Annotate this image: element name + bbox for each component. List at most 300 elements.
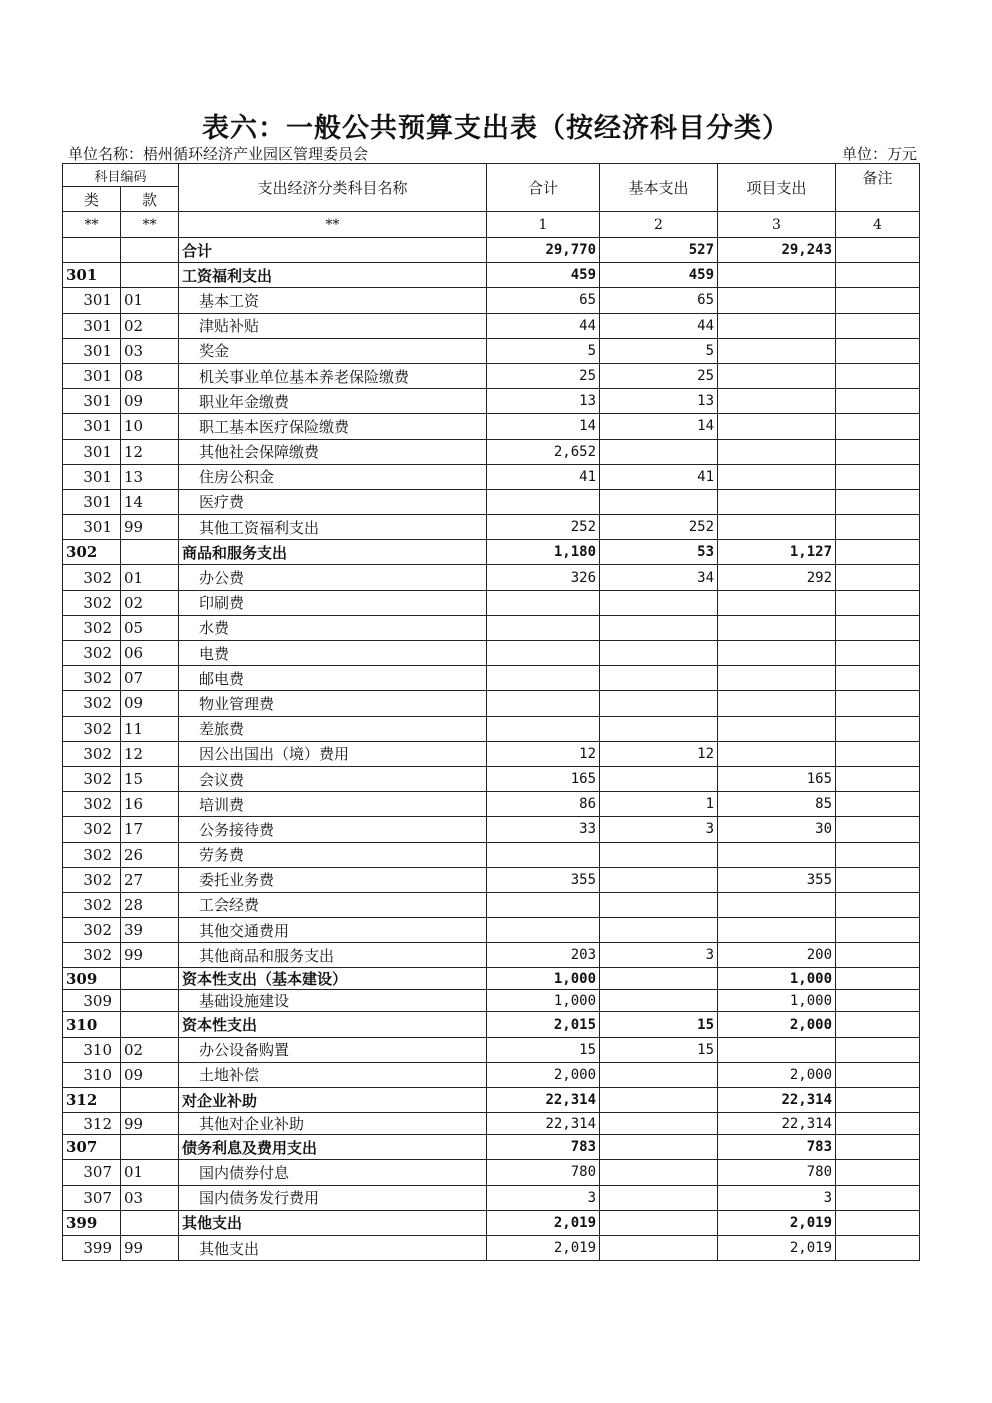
basic-cell: 5 bbox=[600, 338, 718, 363]
budget-table bbox=[62, 163, 920, 1261]
total-cell: 1,000 bbox=[487, 990, 600, 1012]
table-row bbox=[63, 238, 920, 263]
table-row bbox=[63, 691, 920, 716]
page-title: 表六：一般公共预算支出表（按经济科目分类） bbox=[202, 113, 790, 144]
project-cell bbox=[718, 590, 836, 615]
total-cell: 29,770 bbox=[487, 238, 600, 263]
basic-cell bbox=[600, 439, 718, 464]
item-name-cell: 债务利息及费用支出 bbox=[179, 1135, 487, 1160]
project-cell bbox=[718, 338, 836, 363]
project-cell bbox=[718, 389, 836, 414]
note-cell bbox=[836, 590, 920, 615]
note-cell bbox=[836, 389, 920, 414]
basic-cell bbox=[600, 842, 718, 867]
table-row bbox=[63, 1135, 920, 1160]
mark-kuan: ** bbox=[121, 212, 179, 238]
category-code-cell: 309 bbox=[63, 990, 121, 1012]
item-name-cell: 水费 bbox=[179, 615, 487, 640]
table-row bbox=[63, 766, 920, 791]
col-index-3: 3 bbox=[718, 212, 836, 238]
project-cell: 29,243 bbox=[718, 238, 836, 263]
item-name-cell: 物业管理费 bbox=[179, 691, 487, 716]
total-cell: 355 bbox=[487, 867, 600, 892]
project-cell: 2,019 bbox=[718, 1210, 836, 1235]
project-cell: 22,314 bbox=[718, 1088, 836, 1113]
total-cell: 165 bbox=[487, 766, 600, 791]
project-cell bbox=[718, 464, 836, 489]
name-header: 支出经济分类科目名称 bbox=[179, 164, 487, 212]
note-cell bbox=[836, 414, 920, 439]
category-code-cell: 301 bbox=[63, 363, 121, 388]
note-cell bbox=[836, 968, 920, 990]
basic-cell bbox=[600, 1160, 718, 1185]
category-code-cell: 302 bbox=[63, 817, 121, 842]
project-cell: 165 bbox=[718, 766, 836, 791]
basic-cell: 41 bbox=[600, 464, 718, 489]
table-row bbox=[63, 943, 920, 968]
basic-cell: 25 bbox=[600, 363, 718, 388]
item-code-cell: 01 bbox=[121, 288, 179, 313]
category-code-cell: 312 bbox=[63, 1088, 121, 1113]
item-name-cell: 基础设施建设 bbox=[179, 990, 487, 1012]
table-body bbox=[63, 238, 920, 1261]
basic-cell bbox=[600, 1185, 718, 1210]
item-name-cell: 基本工资 bbox=[179, 288, 487, 313]
note-cell bbox=[836, 716, 920, 741]
note-cell bbox=[836, 515, 920, 540]
total-cell: 2,652 bbox=[487, 439, 600, 464]
unit-label: 单位：万元 bbox=[841, 145, 917, 163]
basic-cell bbox=[600, 1210, 718, 1235]
item-code-cell: 99 bbox=[121, 1113, 179, 1135]
note-cell bbox=[836, 439, 920, 464]
total-cell bbox=[487, 666, 600, 691]
item-name-cell: 电费 bbox=[179, 641, 487, 666]
category-code-cell: 302 bbox=[63, 691, 121, 716]
table-row bbox=[63, 1113, 920, 1135]
item-code-cell bbox=[121, 990, 179, 1012]
basic-cell: 34 bbox=[600, 565, 718, 590]
basic-cell bbox=[600, 892, 718, 917]
project-cell bbox=[718, 691, 836, 716]
total-cell bbox=[487, 691, 600, 716]
category-code-cell: 302 bbox=[63, 892, 121, 917]
category-code-cell: 302 bbox=[63, 918, 121, 943]
item-code-cell: 09 bbox=[121, 389, 179, 414]
note-cell bbox=[836, 867, 920, 892]
col-index-2: 2 bbox=[600, 212, 718, 238]
basic-cell bbox=[600, 1113, 718, 1135]
basic-cell: 44 bbox=[600, 313, 718, 338]
basic-cell bbox=[600, 489, 718, 514]
item-code-cell bbox=[121, 540, 179, 565]
note-cell bbox=[836, 918, 920, 943]
basic-header: 基本支出 bbox=[600, 164, 718, 212]
item-code-cell: 26 bbox=[121, 842, 179, 867]
note-cell bbox=[836, 615, 920, 640]
item-code-cell: 03 bbox=[121, 1185, 179, 1210]
basic-cell: 459 bbox=[600, 263, 718, 288]
category-code-cell: 301 bbox=[63, 288, 121, 313]
table-row bbox=[63, 666, 920, 691]
basic-cell: 3 bbox=[600, 817, 718, 842]
category-code-cell: 302 bbox=[63, 590, 121, 615]
note-cell bbox=[836, 691, 920, 716]
table-row bbox=[63, 792, 920, 817]
item-code-cell bbox=[121, 263, 179, 288]
basic-cell: 527 bbox=[600, 238, 718, 263]
note-cell bbox=[836, 1062, 920, 1087]
note-cell bbox=[836, 990, 920, 1012]
note-cell bbox=[836, 363, 920, 388]
note-header: 备注 bbox=[836, 164, 920, 212]
project-cell: 30 bbox=[718, 817, 836, 842]
category-code-cell: 301 bbox=[63, 338, 121, 363]
note-cell bbox=[836, 1235, 920, 1260]
basic-cell: 1 bbox=[600, 792, 718, 817]
note-cell bbox=[836, 666, 920, 691]
project-cell: 1,127 bbox=[718, 540, 836, 565]
category-code-cell: 302 bbox=[63, 716, 121, 741]
item-code-cell: 15 bbox=[121, 766, 179, 791]
total-cell: 780 bbox=[487, 1160, 600, 1185]
note-cell bbox=[836, 1135, 920, 1160]
total-cell: 25 bbox=[487, 363, 600, 388]
table-row bbox=[63, 867, 920, 892]
item-code-cell: 01 bbox=[121, 565, 179, 590]
note-cell bbox=[836, 766, 920, 791]
category-code-cell: 307 bbox=[63, 1185, 121, 1210]
category-code-cell: 301 bbox=[63, 515, 121, 540]
item-name-cell: 国内债务发行费用 bbox=[179, 1185, 487, 1210]
total-header: 合计 bbox=[487, 164, 600, 212]
item-name-cell: 培训费 bbox=[179, 792, 487, 817]
table-row bbox=[63, 615, 920, 640]
total-cell bbox=[487, 892, 600, 917]
item-code-cell: 10 bbox=[121, 414, 179, 439]
mark-lei: ** bbox=[63, 212, 121, 238]
basic-cell: 3 bbox=[600, 943, 718, 968]
note-cell bbox=[836, 817, 920, 842]
table-row bbox=[63, 1088, 920, 1113]
project-cell bbox=[718, 716, 836, 741]
item-name-cell: 其他交通费用 bbox=[179, 918, 487, 943]
item-name-cell: 机关事业单位基本养老保险缴费 bbox=[179, 363, 487, 388]
basic-cell bbox=[600, 615, 718, 640]
note-cell bbox=[836, 1210, 920, 1235]
project-cell: 2,000 bbox=[718, 1062, 836, 1087]
table-row bbox=[63, 590, 920, 615]
category-code-cell: 302 bbox=[63, 540, 121, 565]
note-cell bbox=[836, 1037, 920, 1062]
note-cell bbox=[836, 1113, 920, 1135]
table-row bbox=[63, 1210, 920, 1235]
basic-cell: 15 bbox=[600, 1012, 718, 1037]
item-code-cell: 17 bbox=[121, 817, 179, 842]
project-cell bbox=[718, 615, 836, 640]
item-code-cell: 99 bbox=[121, 1235, 179, 1260]
basic-cell: 12 bbox=[600, 741, 718, 766]
total-cell: 86 bbox=[487, 792, 600, 817]
item-code-cell: 07 bbox=[121, 666, 179, 691]
note-cell bbox=[836, 464, 920, 489]
item-code-cell: 99 bbox=[121, 515, 179, 540]
total-cell: 2,019 bbox=[487, 1235, 600, 1260]
note-cell bbox=[836, 540, 920, 565]
note-cell bbox=[836, 792, 920, 817]
category-code-cell: 307 bbox=[63, 1160, 121, 1185]
total-cell: 2,019 bbox=[487, 1210, 600, 1235]
category-code-cell: 310 bbox=[63, 1012, 121, 1037]
category-code-cell: 301 bbox=[63, 389, 121, 414]
item-code-cell: 03 bbox=[121, 338, 179, 363]
total-cell: 1,000 bbox=[487, 968, 600, 990]
total-cell: 203 bbox=[487, 943, 600, 968]
item-name-cell: 劳务费 bbox=[179, 842, 487, 867]
category-code-cell: 307 bbox=[63, 1135, 121, 1160]
basic-cell bbox=[600, 590, 718, 615]
project-cell: 292 bbox=[718, 565, 836, 590]
basic-cell: 14 bbox=[600, 414, 718, 439]
item-name-cell: 邮电费 bbox=[179, 666, 487, 691]
category-code-cell: 309 bbox=[63, 968, 121, 990]
note-cell bbox=[836, 1160, 920, 1185]
category-code-cell: 302 bbox=[63, 641, 121, 666]
item-name-cell: 差旅费 bbox=[179, 716, 487, 741]
table-row bbox=[63, 968, 920, 990]
item-name-cell: 其他对企业补助 bbox=[179, 1113, 487, 1135]
item-code-cell: 12 bbox=[121, 741, 179, 766]
project-cell bbox=[718, 288, 836, 313]
table-row bbox=[63, 716, 920, 741]
table-row bbox=[63, 1160, 920, 1185]
table-row bbox=[63, 1185, 920, 1210]
total-cell: 44 bbox=[487, 313, 600, 338]
total-cell bbox=[487, 716, 600, 741]
note-cell bbox=[836, 565, 920, 590]
total-cell: 13 bbox=[487, 389, 600, 414]
basic-cell: 252 bbox=[600, 515, 718, 540]
table-row bbox=[63, 363, 920, 388]
item-name-cell: 合计 bbox=[179, 238, 487, 263]
item-code-cell bbox=[121, 238, 179, 263]
project-cell: 783 bbox=[718, 1135, 836, 1160]
table-row bbox=[63, 1012, 920, 1037]
basic-cell: 53 bbox=[600, 540, 718, 565]
total-cell bbox=[487, 842, 600, 867]
item-name-cell: 其他商品和服务支出 bbox=[179, 943, 487, 968]
item-name-cell: 其他社会保障缴费 bbox=[179, 439, 487, 464]
total-cell: 65 bbox=[487, 288, 600, 313]
item-code-cell: 14 bbox=[121, 489, 179, 514]
note-cell bbox=[836, 741, 920, 766]
item-code-cell: 02 bbox=[121, 313, 179, 338]
project-cell: 1,000 bbox=[718, 990, 836, 1012]
note-cell bbox=[836, 338, 920, 363]
project-cell bbox=[718, 263, 836, 288]
item-name-cell: 会议费 bbox=[179, 766, 487, 791]
total-cell bbox=[487, 615, 600, 640]
project-cell bbox=[718, 666, 836, 691]
basic-cell: 15 bbox=[600, 1037, 718, 1062]
basic-cell bbox=[600, 968, 718, 990]
table-row bbox=[63, 288, 920, 313]
table-row bbox=[63, 741, 920, 766]
total-cell bbox=[487, 489, 600, 514]
basic-cell bbox=[600, 766, 718, 791]
item-name-cell: 其他支出 bbox=[179, 1210, 487, 1235]
table-row bbox=[63, 515, 920, 540]
table-row bbox=[63, 313, 920, 338]
total-cell: 41 bbox=[487, 464, 600, 489]
item-name-cell: 商品和服务支出 bbox=[179, 540, 487, 565]
col-index-4: 4 bbox=[836, 212, 920, 238]
category-code-cell: 302 bbox=[63, 943, 121, 968]
item-code-cell bbox=[121, 1210, 179, 1235]
item-code-cell: 09 bbox=[121, 1062, 179, 1087]
item-name-cell: 其他工资福利支出 bbox=[179, 515, 487, 540]
table-row bbox=[63, 338, 920, 363]
category-code-cell: 301 bbox=[63, 313, 121, 338]
item-name-cell: 对企业补助 bbox=[179, 1088, 487, 1113]
category-code-cell: 302 bbox=[63, 741, 121, 766]
item-name-cell: 办公费 bbox=[179, 565, 487, 590]
basic-cell: 13 bbox=[600, 389, 718, 414]
total-cell: 15 bbox=[487, 1037, 600, 1062]
basic-cell bbox=[600, 716, 718, 741]
category-code-cell: 399 bbox=[63, 1235, 121, 1260]
category-code-cell bbox=[63, 238, 121, 263]
project-cell: 2,019 bbox=[718, 1235, 836, 1260]
basic-cell bbox=[600, 867, 718, 892]
item-name-cell: 公务接待费 bbox=[179, 817, 487, 842]
item-code-cell: 12 bbox=[121, 439, 179, 464]
item-code-cell: 01 bbox=[121, 1160, 179, 1185]
project-cell: 355 bbox=[718, 867, 836, 892]
project-header: 项目支出 bbox=[718, 164, 836, 212]
basic-cell bbox=[600, 641, 718, 666]
item-name-cell: 国内债券付息 bbox=[179, 1160, 487, 1185]
note-cell bbox=[836, 892, 920, 917]
item-code-cell: 09 bbox=[121, 691, 179, 716]
total-cell: 2,000 bbox=[487, 1062, 600, 1087]
project-cell bbox=[718, 515, 836, 540]
table-row bbox=[63, 918, 920, 943]
project-cell: 2,000 bbox=[718, 1012, 836, 1037]
total-cell: 3 bbox=[487, 1185, 600, 1210]
item-name-cell: 办公设备购置 bbox=[179, 1037, 487, 1062]
item-code-cell: 02 bbox=[121, 1037, 179, 1062]
item-code-cell: 16 bbox=[121, 792, 179, 817]
note-cell bbox=[836, 943, 920, 968]
category-code-cell: 312 bbox=[63, 1113, 121, 1135]
project-cell bbox=[718, 439, 836, 464]
note-cell bbox=[836, 842, 920, 867]
total-cell: 783 bbox=[487, 1135, 600, 1160]
basic-cell bbox=[600, 1135, 718, 1160]
item-name-cell: 职业年金缴费 bbox=[179, 389, 487, 414]
note-cell bbox=[836, 489, 920, 514]
item-name-cell: 奖金 bbox=[179, 338, 487, 363]
code-group-header: 科目编码 bbox=[63, 164, 179, 187]
table-row bbox=[63, 389, 920, 414]
category-code-cell: 302 bbox=[63, 792, 121, 817]
table-row bbox=[63, 464, 920, 489]
table-row bbox=[63, 489, 920, 514]
project-cell bbox=[718, 641, 836, 666]
total-cell bbox=[487, 918, 600, 943]
total-cell bbox=[487, 641, 600, 666]
item-name-cell: 资本性支出 bbox=[179, 1012, 487, 1037]
item-code-cell: 13 bbox=[121, 464, 179, 489]
total-cell: 2,015 bbox=[487, 1012, 600, 1037]
item-name-cell: 职工基本医疗保险缴费 bbox=[179, 414, 487, 439]
basic-cell bbox=[600, 990, 718, 1012]
note-cell bbox=[836, 288, 920, 313]
category-code-cell: 302 bbox=[63, 565, 121, 590]
col-index-1: 1 bbox=[487, 212, 600, 238]
item-code-cell: 06 bbox=[121, 641, 179, 666]
basic-cell bbox=[600, 1088, 718, 1113]
note-cell bbox=[836, 238, 920, 263]
project-cell: 22,314 bbox=[718, 1113, 836, 1135]
item-code-cell: 11 bbox=[121, 716, 179, 741]
total-cell: 1,180 bbox=[487, 540, 600, 565]
basic-cell bbox=[600, 918, 718, 943]
category-code-cell: 301 bbox=[63, 263, 121, 288]
item-name-cell: 工会经费 bbox=[179, 892, 487, 917]
category-code-cell: 301 bbox=[63, 439, 121, 464]
basic-cell bbox=[600, 1062, 718, 1087]
item-code-cell: 99 bbox=[121, 943, 179, 968]
table-row bbox=[63, 263, 920, 288]
project-cell: 200 bbox=[718, 943, 836, 968]
category-code-cell: 302 bbox=[63, 842, 121, 867]
project-cell bbox=[718, 414, 836, 439]
item-code-cell: 27 bbox=[121, 867, 179, 892]
item-code-cell: 02 bbox=[121, 590, 179, 615]
item-name-cell: 资本性支出（基本建设） bbox=[179, 968, 487, 990]
lei-header: 类 bbox=[63, 187, 121, 212]
project-cell bbox=[718, 313, 836, 338]
unit-name: 单位名称：梧州循环经济产业园区管理委员会 bbox=[68, 145, 369, 163]
category-code-cell: 310 bbox=[63, 1062, 121, 1087]
mark-name: ** bbox=[179, 212, 487, 238]
project-cell: 85 bbox=[718, 792, 836, 817]
table-row bbox=[63, 892, 920, 917]
item-name-cell: 土地补偿 bbox=[179, 1062, 487, 1087]
table-row bbox=[63, 1235, 920, 1260]
category-code-cell: 301 bbox=[63, 414, 121, 439]
item-code-cell: 28 bbox=[121, 892, 179, 917]
category-code-cell: 302 bbox=[63, 766, 121, 791]
item-code-cell: 08 bbox=[121, 363, 179, 388]
item-code-cell bbox=[121, 1088, 179, 1113]
category-code-cell: 301 bbox=[63, 489, 121, 514]
total-cell: 459 bbox=[487, 263, 600, 288]
item-name-cell: 住房公积金 bbox=[179, 464, 487, 489]
project-cell bbox=[718, 842, 836, 867]
table-row bbox=[63, 439, 920, 464]
note-cell bbox=[836, 263, 920, 288]
item-name-cell: 因公出国出（境）费用 bbox=[179, 741, 487, 766]
total-cell bbox=[487, 590, 600, 615]
basic-cell bbox=[600, 1235, 718, 1260]
item-code-cell bbox=[121, 968, 179, 990]
category-code-cell: 302 bbox=[63, 615, 121, 640]
project-cell bbox=[718, 918, 836, 943]
category-code-cell: 399 bbox=[63, 1210, 121, 1235]
